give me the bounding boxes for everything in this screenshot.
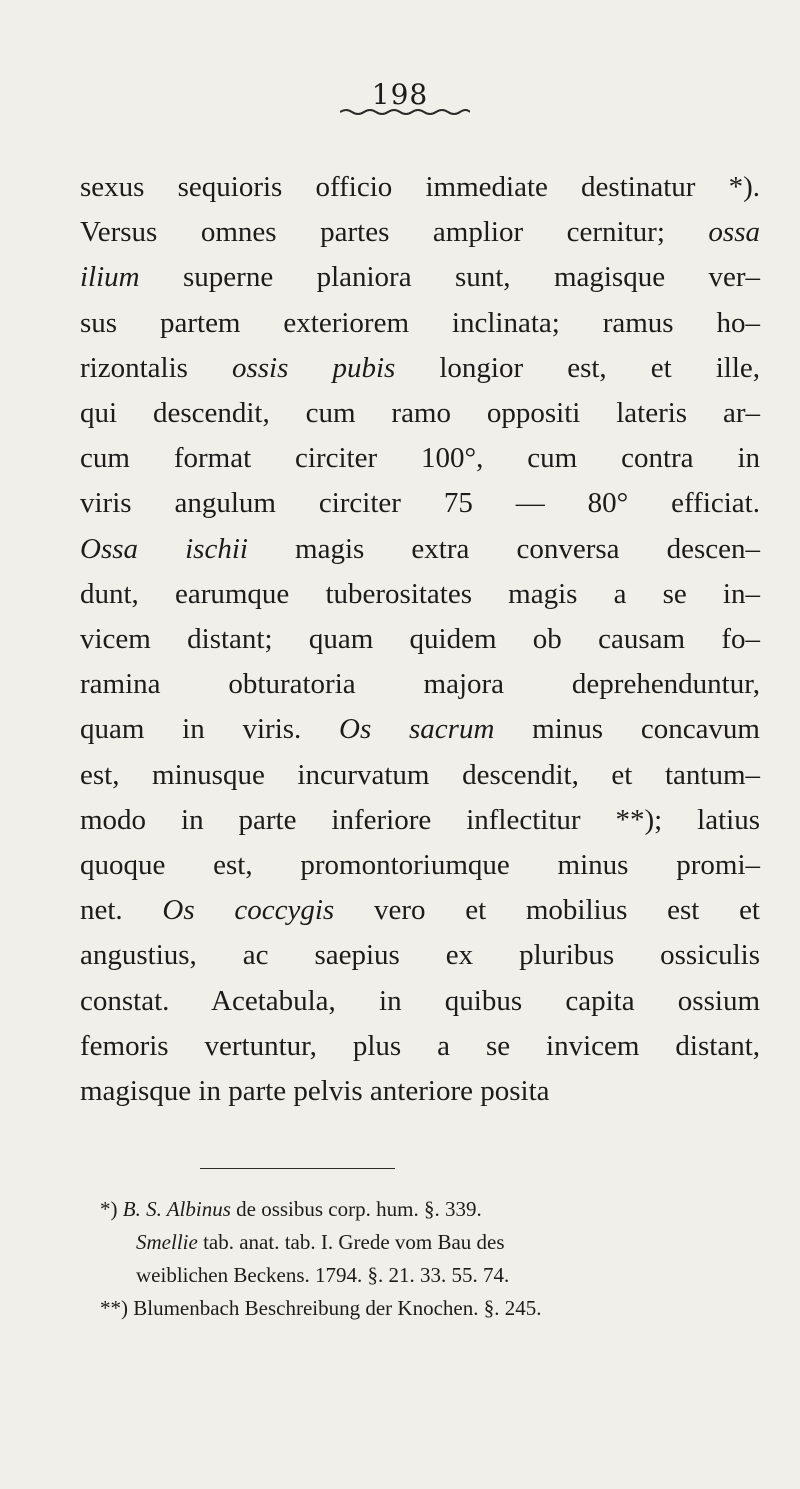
text-line — [80, 255, 760, 300]
italic-term: ossis pubis — [231, 351, 396, 384]
page-number: 198 — [371, 78, 429, 111]
text-run: cum format circiter 100°, cum contra in — [80, 442, 760, 475]
footnotes — [100, 1193, 760, 1325]
text-line — [80, 1069, 760, 1114]
text-line — [80, 527, 760, 572]
text-run: magisque in parte pelvis anteriore posita — [80, 1075, 550, 1108]
text-line — [80, 1024, 760, 1069]
text-run: weiblichen Beckens. 1794. §. 21. 33. 55. 74. — [136, 1263, 510, 1287]
footnote-line — [100, 1226, 760, 1259]
text-run: modo in parte inferiore inflectitur **); latius — [80, 803, 760, 836]
text-run: constat. Acetabula, in quibus capita ossium — [80, 984, 760, 1017]
text-run: *) — [100, 1197, 123, 1221]
text-line — [80, 572, 760, 617]
italic-term: Os coccygis — [162, 894, 335, 927]
text-line — [80, 888, 760, 933]
text-line — [80, 707, 760, 752]
text-line — [80, 662, 760, 707]
text-line — [80, 798, 760, 843]
footnote-line — [100, 1193, 760, 1226]
footnote-line — [100, 1259, 760, 1292]
text-run: viris angulum circiter 75 — 80° efficiat. — [80, 487, 760, 520]
text-line — [80, 301, 760, 346]
italic-term: ilium — [80, 261, 140, 294]
text-run: de ossibus corp. hum. §. 339. — [230, 1197, 482, 1221]
text-run: angustius, ac saepius ex pluribus ossiculis — [80, 939, 760, 972]
text-run: ramina obturatoria majora deprehenduntur, — [80, 668, 760, 701]
italic-term: Os sacrum — [339, 713, 495, 746]
text-run: femoris vertuntur, plus a se invicem distant, — [80, 1029, 760, 1062]
text-run: quam in viris. — [80, 713, 340, 746]
text-run: longior est, et ille, — [395, 351, 760, 384]
text-run: quoque est, promontoriumque minus promi– — [80, 849, 760, 882]
text-line — [80, 346, 760, 391]
text-run: magis extra conversa descen– — [247, 532, 760, 565]
text-run: vicem distant; quam quidem ob causam fo– — [80, 623, 760, 656]
text-line — [80, 933, 760, 978]
italic-term: ossa — [708, 216, 760, 249]
text-run: rizontalis — [80, 351, 232, 384]
text-line — [80, 979, 760, 1024]
italic-term: Ossa ischii — [80, 532, 248, 565]
text-run: **) Blumenbach Beschreibung der Knochen. §. 245. — [100, 1296, 542, 1320]
text-line — [80, 843, 760, 888]
header-ornament — [340, 108, 470, 116]
text-run: minus concavum — [494, 713, 760, 746]
text-line — [80, 617, 760, 662]
text-run: dunt, earumque tuberositates magis a se in– — [80, 577, 760, 610]
footnote-rule — [200, 1168, 395, 1169]
text-run: est, minusque incurvatum descendit, et tantum– — [80, 758, 760, 791]
text-run: net. — [80, 894, 163, 927]
text-run: superne planiora sunt, magisque ver– — [139, 261, 760, 294]
text-line — [80, 391, 760, 436]
italic-term: B. S. Albinus — [122, 1197, 231, 1221]
text-line — [80, 436, 760, 481]
text-run: sus partem exteriorem inclinata; ramus ho– — [80, 306, 760, 339]
text-run: vero et mobilius est et — [334, 894, 760, 927]
text-run: Versus omnes partes amplior cernitur; — [80, 216, 709, 249]
text-line — [80, 165, 760, 210]
text-line — [80, 210, 760, 255]
text-run: sexus sequioris officio immediate destinatur *). — [80, 171, 760, 203]
text-run: qui descendit, cum ramo oppositi lateris ar– — [80, 397, 760, 430]
text-line — [80, 481, 760, 526]
footnote-line — [100, 1292, 760, 1325]
text-run: tab. anat. tab. I. Grede vom Bau des — [197, 1230, 505, 1254]
body-text — [80, 165, 760, 1114]
text-line — [80, 753, 760, 798]
italic-term: Smellie — [136, 1230, 198, 1254]
